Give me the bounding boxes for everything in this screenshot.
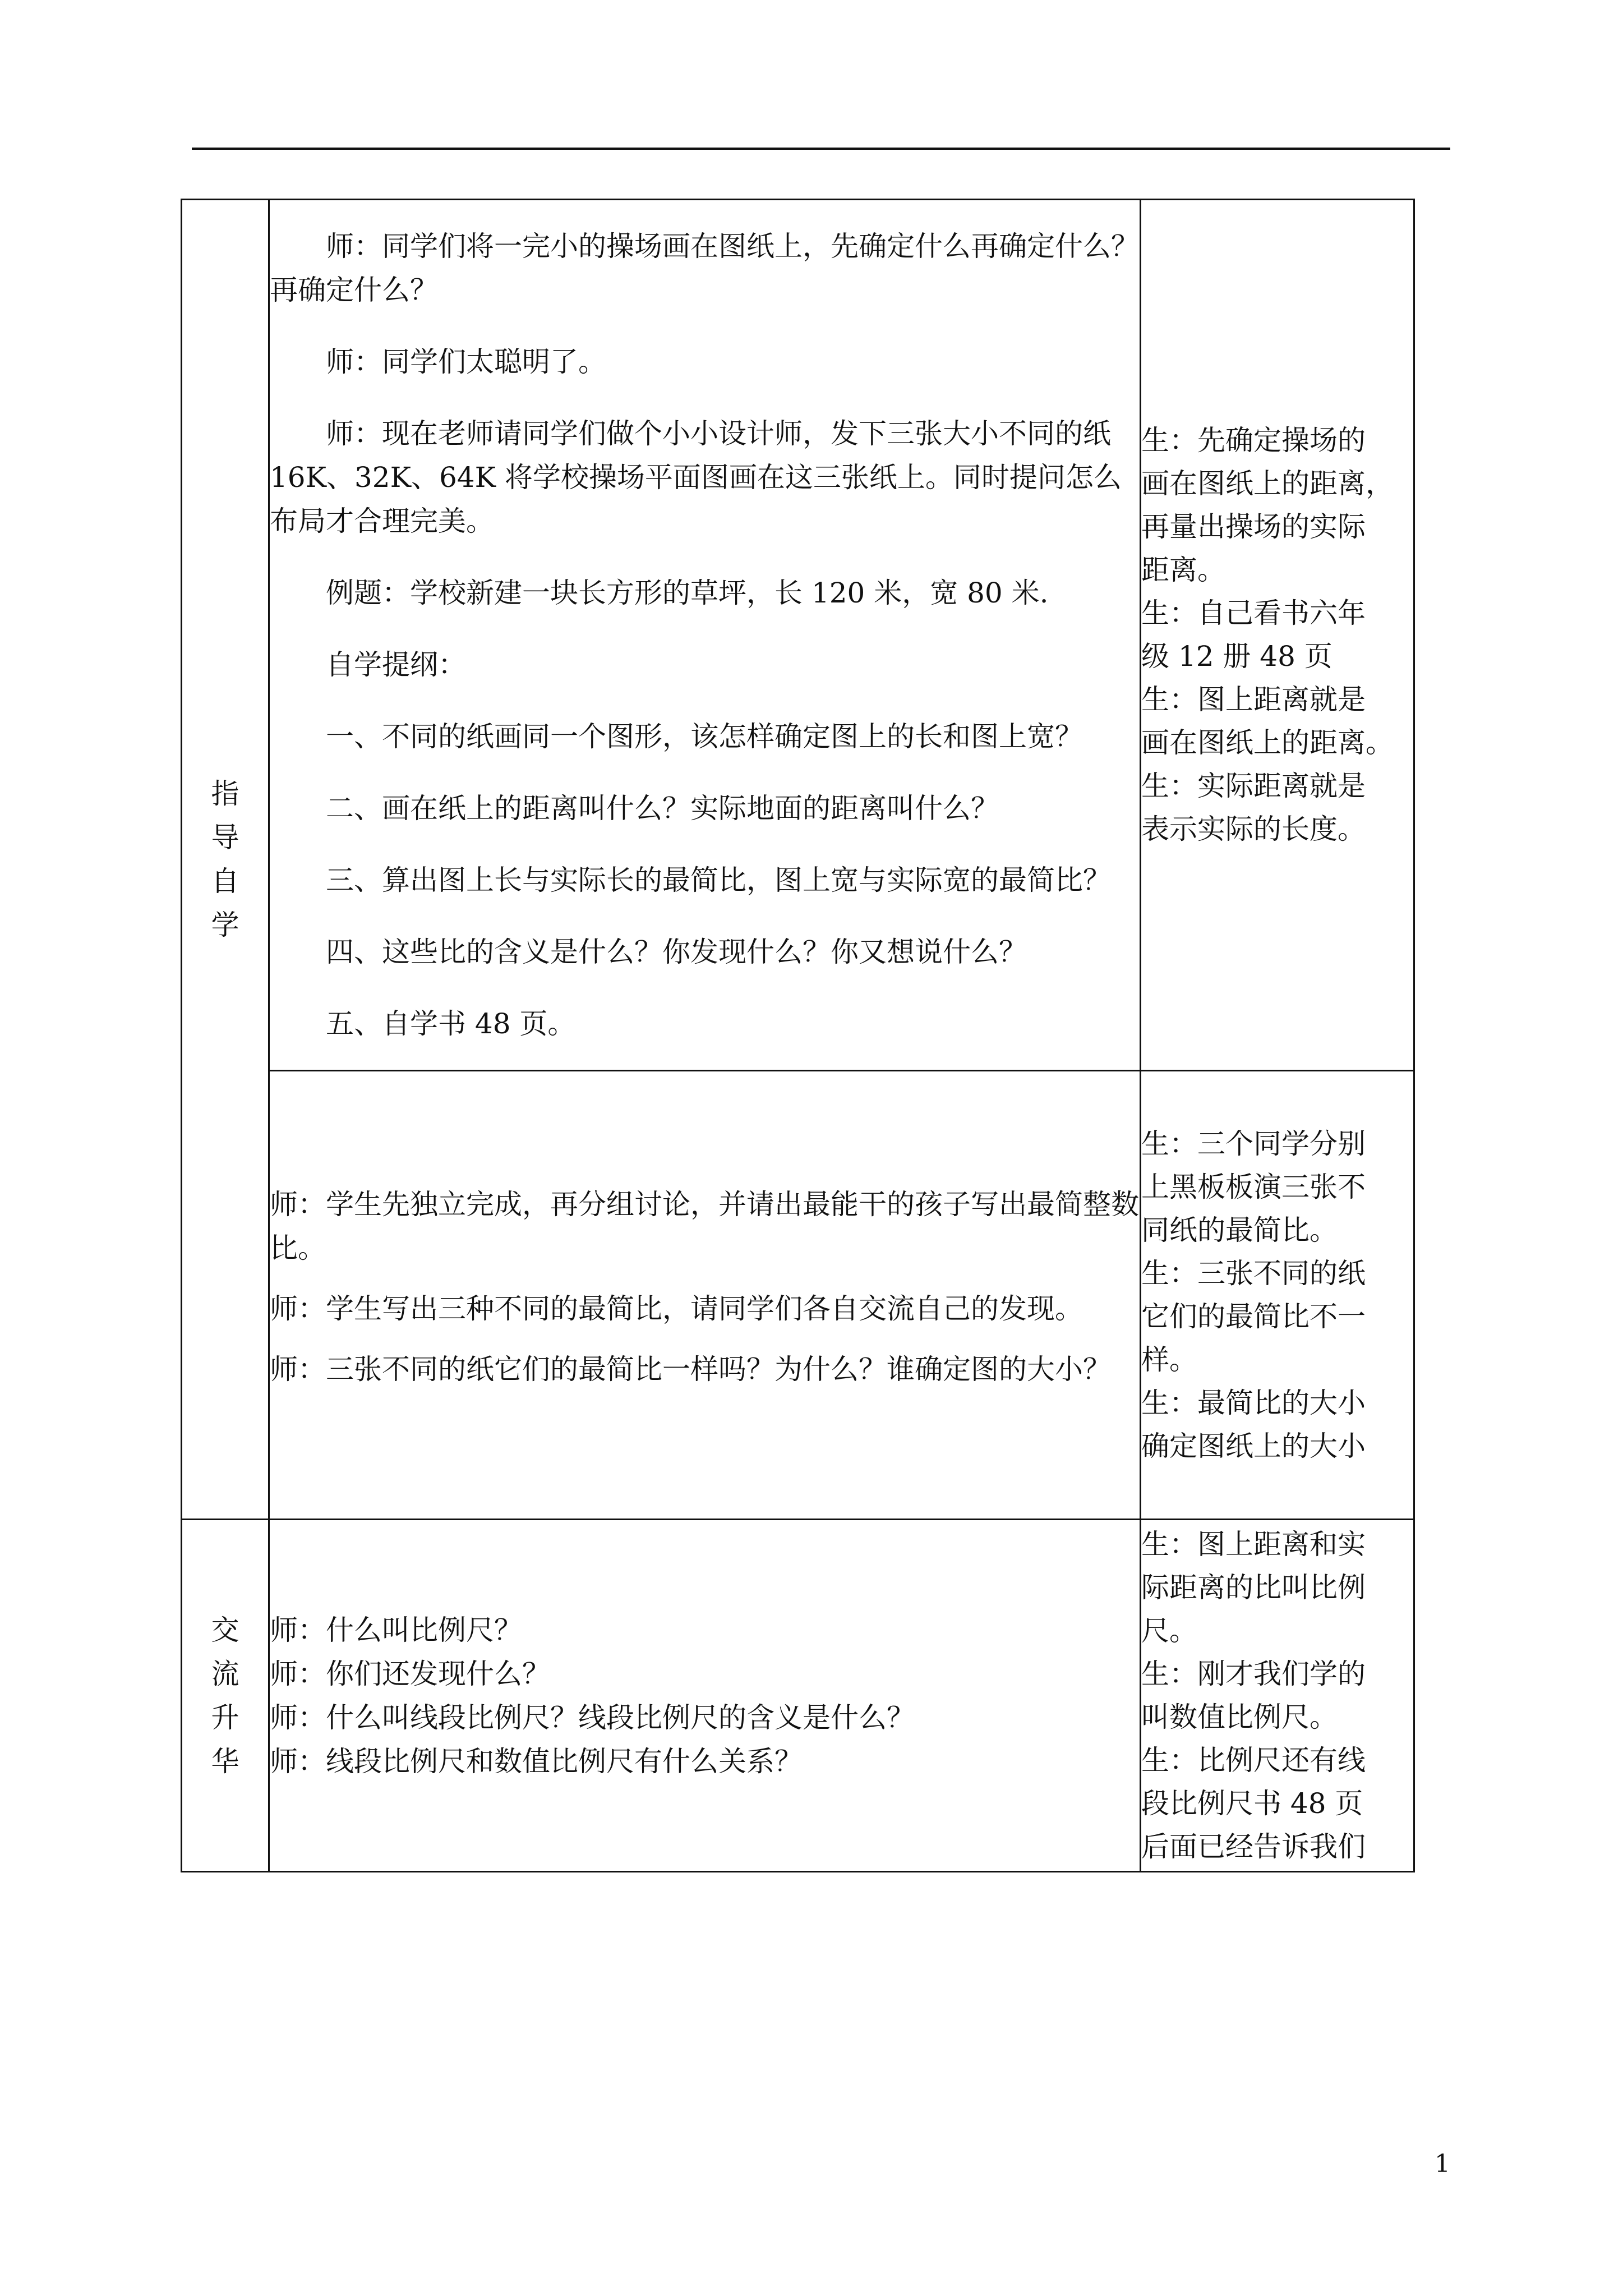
teacher-line: 师：什么叫线段比例尺？线段比例尺的含义是什么？ — [270, 1701, 915, 1734]
teacher-line: 师：线段比例尺和数值比例尺有什么关系？ — [270, 1745, 803, 1778]
section-label-char: 流 — [211, 1657, 239, 1690]
student-activity-cell — [1141, 200, 1414, 1071]
section-label-char: 交 — [211, 1613, 239, 1646]
table-row — [182, 1520, 1414, 1872]
student-line: 生：自己看书六年 — [1141, 597, 1366, 629]
student-line: 表示实际的长度。 — [1141, 813, 1366, 845]
teacher-line: 师：学生写出三种不同的最简比，请同学们各自交流自己的发现。 — [270, 1292, 1083, 1325]
student-line: 级 12 册 48 页 — [1141, 640, 1332, 673]
section-label-char: 华 — [211, 1745, 239, 1778]
section-label-char: 指 — [211, 777, 239, 810]
teacher-line: 例题：学校新建一块长方形的草坪，长 120 米，宽 80 米. — [326, 577, 1049, 609]
teacher-line: 四、这些比的含义是什么？你发现什么？你又想说什么？ — [326, 936, 1027, 968]
student-line: 同纸的最简比。 — [1141, 1213, 1338, 1246]
section-label-char: 自 — [211, 865, 239, 898]
student-line: 叫数值比例尺。 — [1141, 1700, 1338, 1733]
teacher-line: 一、不同的纸画同一个图形，该怎样确定图上的长和图上宽？ — [326, 720, 1083, 753]
student-line: 段比例尺书 48 页 — [1141, 1787, 1363, 1820]
student-line: 生：先确定操场的 — [1141, 424, 1366, 457]
student-line: 它们的最简比不一 — [1141, 1300, 1366, 1333]
table-row — [182, 200, 1414, 1071]
student-line: 画在图纸上的距离。 — [1141, 726, 1394, 759]
student-line: 际距离的比叫比例 — [1141, 1571, 1366, 1604]
table-row — [182, 1071, 1414, 1520]
teacher-line: 师：什么叫比例尺？ — [270, 1613, 522, 1646]
student-line: 距离。 — [1141, 554, 1225, 586]
student-line: 尺。 — [1141, 1614, 1197, 1647]
student-line: 样。 — [1141, 1343, 1197, 1376]
section-label-char: 导 — [211, 821, 239, 854]
page-number: 1 — [1435, 2150, 1450, 2178]
header-rule — [192, 148, 1450, 150]
teacher-line: 五、自学书 48 页。 — [326, 1007, 576, 1040]
teacher-line: 师：同学们太聪明了。 — [326, 346, 606, 378]
section-label-exchange-sublimation — [182, 1520, 269, 1872]
student-line: 生：图上距离就是 — [1141, 683, 1366, 716]
student-line: 再量出操场的实际 — [1141, 510, 1366, 543]
student-line: 画在图纸上的距离， — [1141, 467, 1394, 500]
teacher-line: 师：现在老师请同学们做个小小设计师，发下三张大小不同的纸 16K、32K、64K 将学校操场平面图画在这三张纸上。同时提问怎么布局才合理完美。 — [270, 417, 1122, 537]
student-line: 后面已经告诉我们 — [1141, 1830, 1366, 1863]
teacher-line: 师：学生先独立完成，再分组讨论，并请出最能干的孩子写出最简整数比。 — [270, 1188, 1139, 1264]
teacher-line: 自学提纲： — [326, 648, 466, 681]
section-label-char: 学 — [211, 909, 239, 941]
lesson-plan-table — [181, 199, 1415, 1872]
student-line: 生：三张不同的纸 — [1141, 1257, 1366, 1290]
student-line: 生：比例尺还有线 — [1141, 1743, 1366, 1777]
student-activity-cell — [1141, 1071, 1414, 1520]
student-line: 生：三个同学分别 — [1141, 1127, 1366, 1160]
teacher-activity-cell — [269, 200, 1141, 1071]
student-line: 生：最简比的大小 — [1141, 1386, 1366, 1419]
section-label-guided-self-study — [182, 200, 269, 1520]
student-line: 生：刚才我们学的 — [1141, 1657, 1366, 1690]
teacher-activity-cell — [269, 1520, 1141, 1872]
teacher-line: 三、算出图上长与实际长的最简比，图上宽与实际宽的最简比？ — [326, 864, 1111, 896]
student-line: 生：实际距离就是 — [1141, 770, 1366, 802]
teacher-line: 师：三张不同的纸它们的最简比一样吗？为什么？谁确定图的大小？ — [270, 1352, 1111, 1386]
teacher-line: 师：你们还发现什么？ — [270, 1657, 550, 1690]
teacher-line: 师：同学们将一完小的操场画在图纸上，先确定什么再确定什么？再确定什么？ — [270, 230, 1139, 306]
student-line: 上黑板板演三张不 — [1141, 1170, 1366, 1203]
teacher-line: 二、画在纸上的距离叫什么？实际地面的距离叫什么？ — [326, 792, 999, 825]
student-line: 确定图纸上的大小 — [1141, 1429, 1366, 1462]
student-activity-cell — [1141, 1520, 1414, 1872]
teacher-activity-cell — [269, 1071, 1141, 1520]
student-line: 生：图上距离和实 — [1141, 1527, 1366, 1561]
section-label-char: 升 — [211, 1701, 239, 1734]
